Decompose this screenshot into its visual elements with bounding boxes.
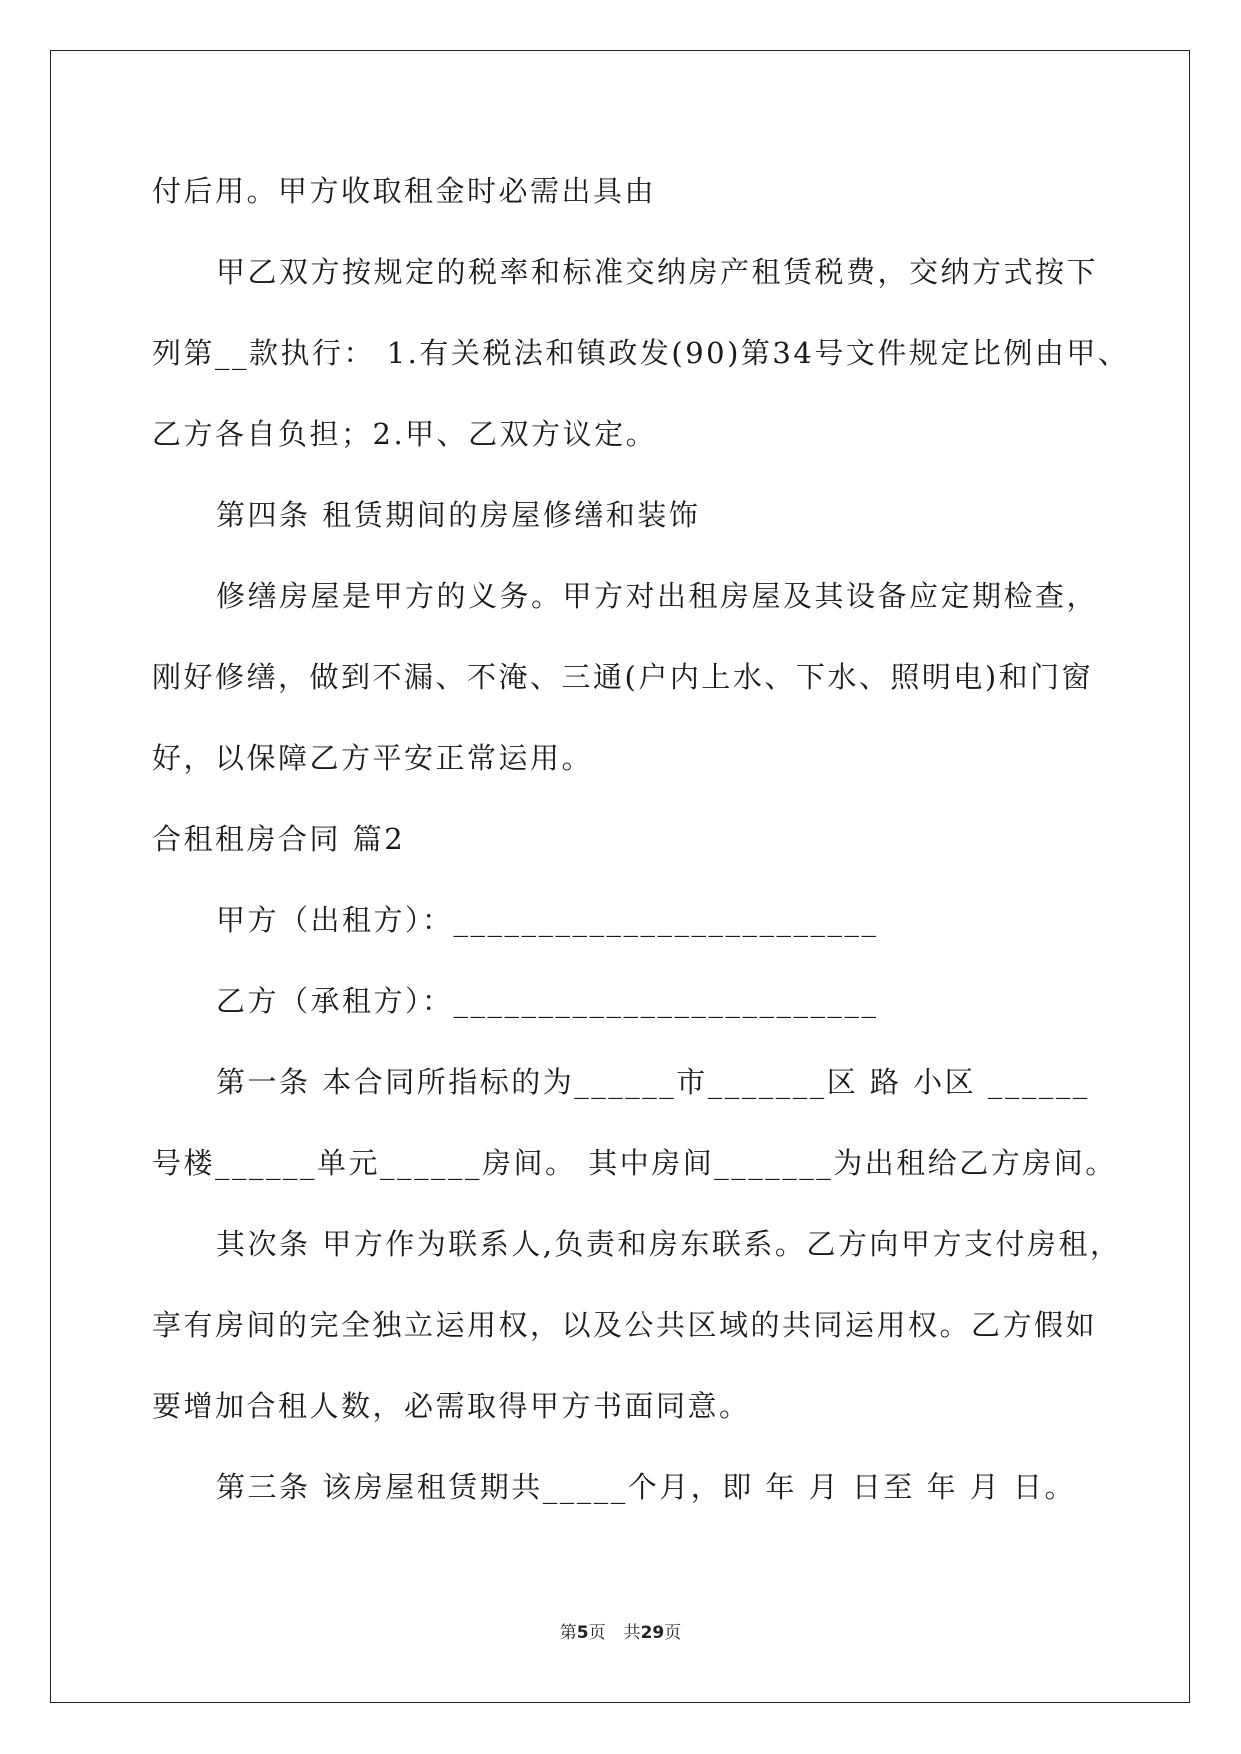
paragraph-line: 要增加合租人数，必需取得甲方书面同意。 [152, 1389, 751, 1423]
page-footer [0, 1621, 1241, 1645]
total-page-count: 29 [640, 1623, 665, 1643]
paragraph-line: 刚好修缮，做到不漏、不淹、三通(户内上水、下水、照明电)和门窗 [152, 660, 1094, 694]
footer-prefix: 第 [559, 1623, 577, 1643]
current-page-number: 5 [576, 1623, 589, 1643]
paragraph-line: 号楼______单元______房间。 其中房间_______为出租给乙方房间。 [152, 1146, 1117, 1180]
footer-page-suffix: 页 [588, 1623, 606, 1643]
paragraph-line: 付后用。甲方收取租金时必需出具由 [152, 174, 657, 208]
paragraph-line: 好，以保障乙方平安正常运用。 [152, 741, 594, 775]
page-border [50, 50, 1190, 1703]
paragraph-line: 享有房间的完全独立运用权，以及公共区域的共同运用权。乙方假如 [152, 1308, 1098, 1342]
paragraph-line: 修缮房屋是甲方的义务。甲方对出租房屋及其设备应定期检查， [216, 579, 1099, 613]
document-title: 合租租房合同 篇2 [152, 822, 406, 856]
party-b-line: 乙方（承租方）：_________________________ [216, 984, 879, 1018]
paragraph-line: 第一条 本合同所指标的为______市_______区 路 小区 ______ [216, 1065, 1090, 1099]
paragraph-line: 甲乙双方按规定的税率和标准交纳房产租赁税费，交纳方式按下 [216, 255, 1099, 289]
footer-total-suffix: 页 [664, 1623, 682, 1643]
section-heading: 第四条 租赁期间的房屋修缮和装饰 [216, 498, 701, 532]
footer-total-prefix: 共 [623, 1623, 641, 1643]
paragraph-line: 第三条 该房屋租赁期共_____个月，即 年 月 日至 年 月 日。 [216, 1470, 1077, 1504]
paragraph-line: 乙方各自负担；2.甲、乙双方议定。 [152, 417, 658, 451]
paragraph-line: 列第__款执行： 1.有关税法和镇政发(90)第34号文件规定比例由甲、 [152, 336, 1130, 370]
party-a-line: 甲方（出租方）：_________________________ [216, 903, 879, 937]
paragraph-line: 其次条 甲方作为联系人,负责和房东联系。乙方向甲方支付房租， [216, 1227, 1122, 1261]
